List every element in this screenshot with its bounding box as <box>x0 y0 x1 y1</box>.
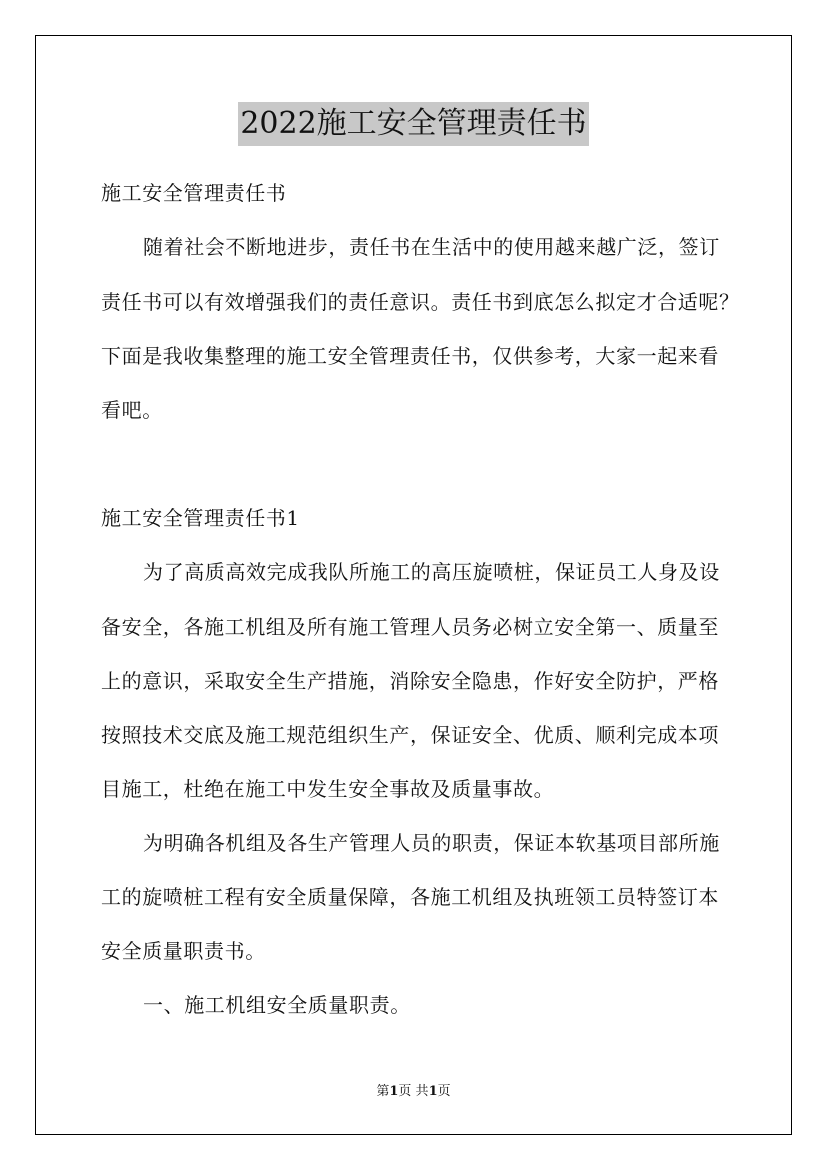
intro-line-4: 看吧。 <box>101 398 163 422</box>
title-wrap <box>0 102 827 146</box>
footer-middle: 页 共 <box>398 1084 429 1099</box>
para2-line-2: 工的旋喷桩工程有安全质量保障，各施工机组及执班领工员特签订本 <box>101 885 719 909</box>
intro-line-3: 下面是我收集整理的施工安全管理责任书，仅供参考，大家一起来看 <box>101 344 719 368</box>
para1-line-3: 上的意识，采取安全生产措施，消除安全隐患，作好安全防护，严格 <box>101 669 719 693</box>
section-item-1: 一、施工机组安全质量职责。 <box>143 993 411 1017</box>
para2-line-1: 为明确各机组及各生产管理人员的职责，保证本软基项目部所施 <box>143 831 720 855</box>
footer-suffix: 页 <box>437 1084 451 1099</box>
intro-line-1: 随着社会不断地进步，责任书在生活中的使用越来越广泛，签订 <box>143 235 720 259</box>
section-heading-1: 施工安全管理责任书1 <box>101 506 300 530</box>
para1-line-2: 备安全，各施工机组及所有施工管理人员务必树立安全第一、质量至 <box>101 615 719 639</box>
para1-line-1: 为了高质高效完成我队所施工的高压旋喷桩，保证员工人身及设 <box>143 560 720 584</box>
para1-line-4: 按照技术交底及施工规范组织生产，保证安全、优质、顺利完成本项 <box>101 723 719 747</box>
footer-prefix: 第 <box>376 1084 390 1099</box>
intro-line-2: 责任书可以有效增强我们的责任意识。责任书到底怎么拟定才合适呢？ <box>101 290 740 314</box>
intro-heading: 施工安全管理责任书 <box>101 181 287 205</box>
para2-line-3: 安全质量职责书。 <box>101 939 266 963</box>
para1-line-5: 目施工，杜绝在施工中发生安全事故及质量事故。 <box>101 777 555 801</box>
footer-page-number: 1 <box>389 1084 399 1099</box>
page-footer <box>0 1083 827 1101</box>
document-title: 2022施工安全管理责任书 <box>238 102 588 146</box>
footer-total-pages: 1 <box>428 1084 438 1099</box>
